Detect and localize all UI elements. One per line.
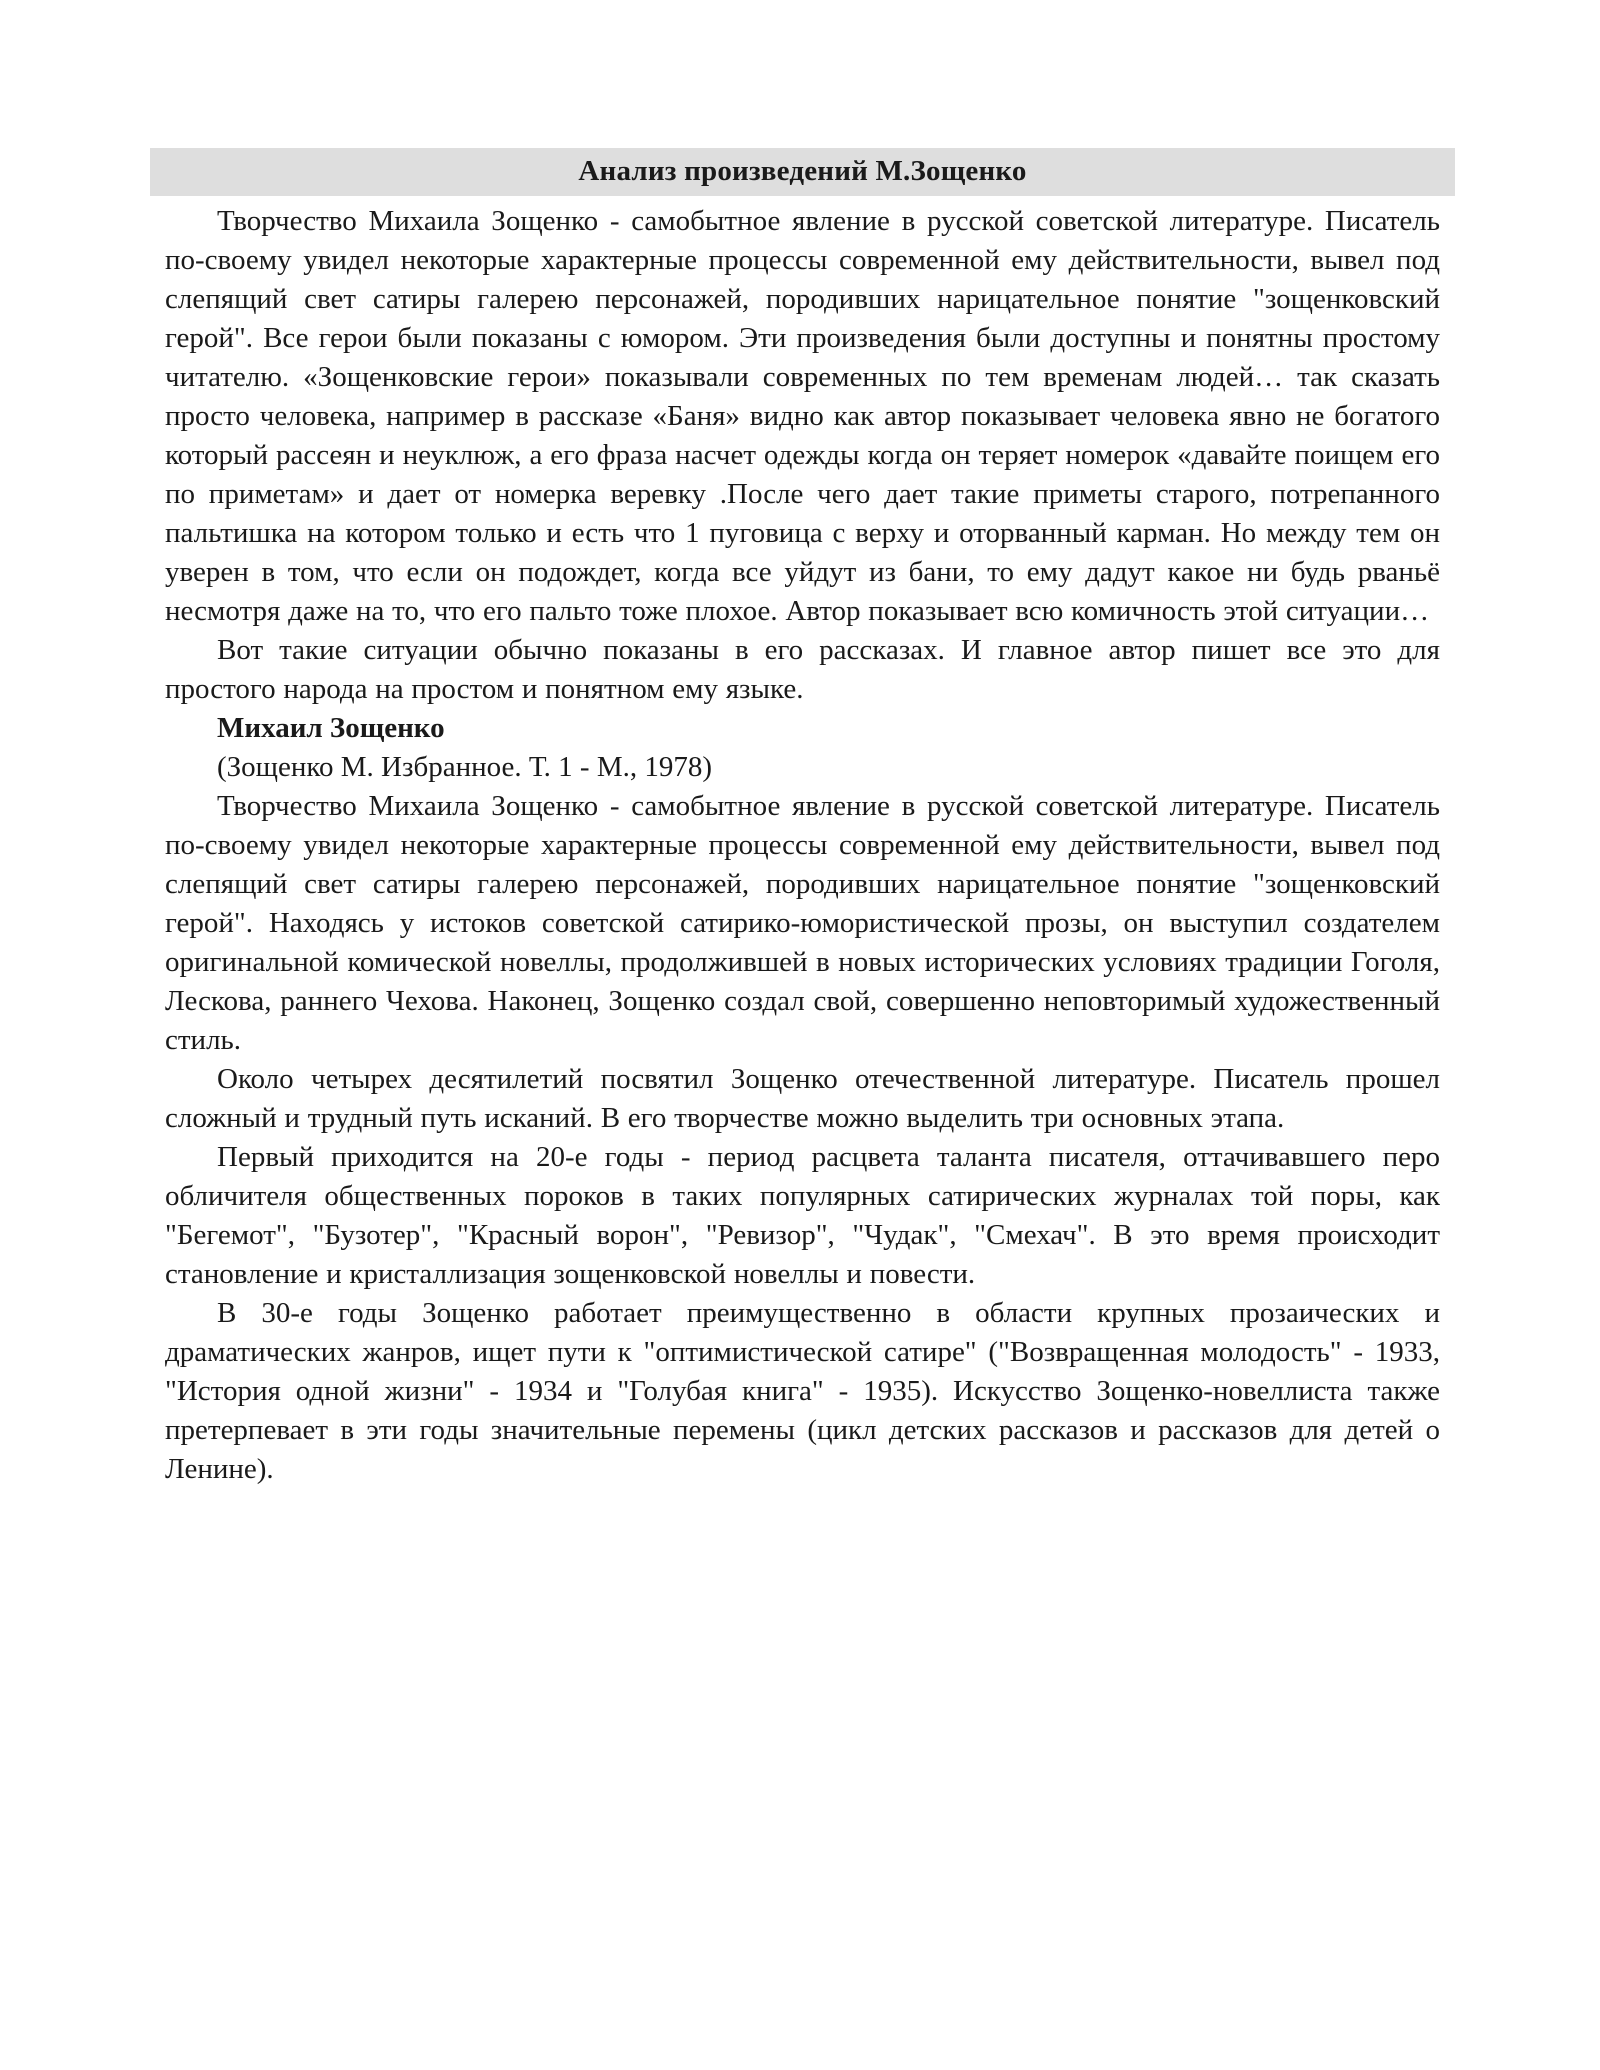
- paragraph-2: Вот такие ситуации обычно показаны в его рассказах. И главное автор пишет все это для простого народа на простом и понятном ему языке.: [165, 634, 1440, 706]
- paragraph-3: Творчество Михаила Зощенко - самобытное явление в русской советской литературе. Писатель по-своему увидел некоторые характерные процессы современной ему действительности, вывел под слепящий свет сатиры галерею персонажей, породивших нарицательное понятие "зощенковский герой". Находясь у истоков советской сатирико-юмористической прозы, он выступил создателем оригинальной комической новеллы, продолжившей в новых исторических условиях традиции Гоголя, Лескова, раннего Чехова. Наконец, Зощенко создал свой, совершенно неповторимый художественный стиль.: [165, 790, 1440, 1057]
- paragraph-1: Творчество Михаила Зощенко - самобытное явление в русской советской литературе. Писатель по-своему увидел некоторые характерные процессы современной ему действительности, вывел под слепящий свет сатиры галерею персонажей, породивших нарицательное понятие "зощенковский герой". Все герои были показаны с юмором. Эти произведения были доступны и понятны простому читателю. «Зощенковские герои» показывали современных по тем временам людей… так сказать просто человека, например в рассказе «Баня» видно как автор показывает человека явно не богатого который рассеян и неуклюж, а его фраза насчет одежды когда он теряет номерок «давайте поищем его по приметам» и дает от номерка веревку .После чего дает такие приметы старого, потрепанного пальтишка на котором только и есть что 1 пуговица с верху и оторванный карман. Но между тем он уверен в том, что если он подождет, когда все уйдут из бани, то ему дадут какое ни будь рваньё несмотря даже на то, что его пальто тоже плохое. Автор показывает всю комичность этой ситуации…: [165, 205, 1440, 628]
- page-title: Анализ произведений М.Зощенко: [150, 148, 1455, 196]
- paragraph-5: Первый приходится на 20-е годы - период расцвета таланта писателя, оттачивавшего перо обличителя общественных пороков в таких популярных сатирических журналах той поры, как "Бегемот", "Бузотер", "Красный ворон", "Ревизор", "Чудак", "Смехач". В это время происходит становление и кристаллизация зощенковской новеллы и повести.: [165, 1141, 1440, 1291]
- section-heading-mikhail-zoshchenko: Михаил Зощенко: [217, 712, 445, 745]
- paragraph-4: Около четырех десятилетий посвятил Зощенко отечественной литературе. Писатель прошел сложный и трудный путь исканий. В его творчестве можно выделить три основных этапа.: [165, 1063, 1440, 1135]
- source-citation: (Зощенко М. Избранное. Т. 1 - М., 1978): [217, 751, 713, 784]
- paragraph-6: В 30-е годы Зощенко работает преимущественно в области крупных прозаических и драматических жанров, ищет пути к "оптимистической сатире" ("Возвращенная молодость" - 1933, "История одной жизни" - 1934 и "Голубая книга" - 1935). Искусство Зощенко-новеллиста также претерпевает в эти годы значительные перемены (цикл детских рассказов и рассказов для детей о Ленине).: [165, 1297, 1440, 1486]
